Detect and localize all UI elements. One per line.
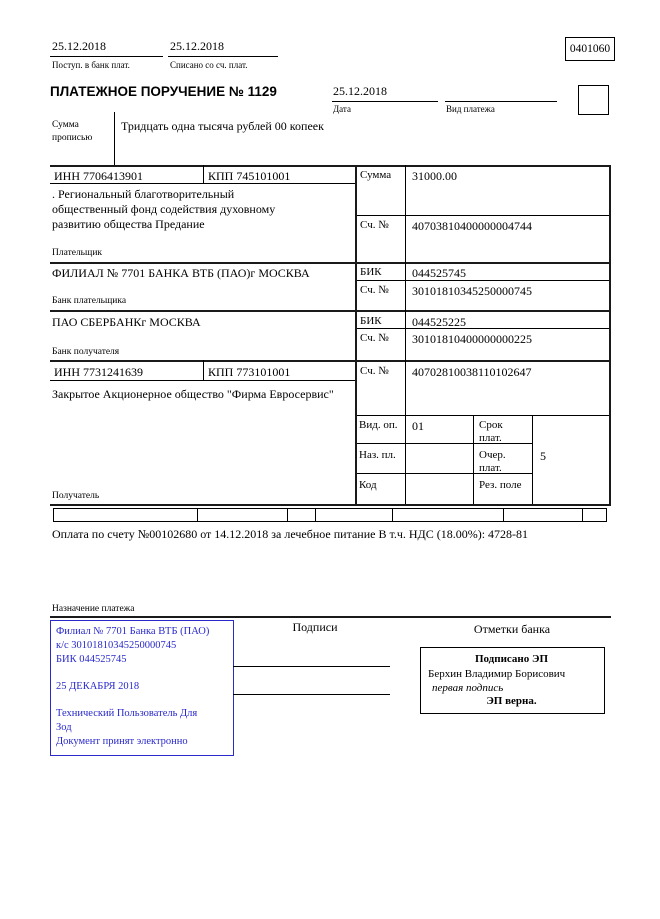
tax-row-divider	[582, 508, 583, 521]
table-right-border	[609, 165, 611, 504]
payee-inn-kpp-divider	[203, 360, 204, 380]
payee-account-label: Сч. №	[360, 365, 389, 377]
amount-value: 31000.00	[412, 169, 457, 183]
payer-bank-bik-label: БИК	[360, 266, 382, 278]
stamp-date: 25 ДЕКАБРЯ 2018	[56, 681, 140, 692]
tax-row-divider	[197, 508, 198, 521]
payer-account: 40703810400000004744	[412, 219, 532, 233]
tax-row-divider	[606, 508, 607, 521]
payee-bank-section-border	[50, 360, 611, 362]
document-date: 25.12.2018	[333, 84, 387, 98]
stamp-bik: БИК 044525745	[56, 654, 127, 665]
payer-label: Плательщик	[52, 248, 103, 258]
payer-name-line2: общественный фонд содействия духовному	[52, 202, 276, 216]
received-in-bank-date: 25.12.2018	[52, 39, 106, 53]
priority-label: Очер. плат.	[479, 449, 506, 474]
payer-bank-bik: 044525745	[412, 266, 466, 280]
tax-row-divider	[503, 508, 504, 521]
received-in-bank-label: Поступ. в банк плат.	[52, 60, 130, 70]
reserve-field-label: Рез. поле	[479, 479, 522, 491]
payer-inn-kpp-divider	[203, 165, 204, 183]
payment-purpose-text: Оплата по счету №00102680 от 14.12.2018 за лечебное питание В т.ч. НДС (18.00%): 4728-81	[52, 527, 529, 541]
payment-kind-label: Вид платежа	[446, 104, 495, 114]
payee-bank-account-label: Сч. №	[360, 332, 389, 344]
payee-bank-label: Банк получателя	[52, 347, 120, 357]
payee-kpp: КПП 773101001	[208, 365, 291, 379]
amount-row-border	[355, 215, 611, 216]
payment-kind-box	[578, 85, 609, 115]
bank-marks-label: Отметки банка	[473, 622, 551, 636]
document-title: ПЛАТЕЖНОЕ ПОРУЧЕНИЕ № 1129	[50, 84, 277, 99]
table-bottom-border	[50, 504, 611, 506]
payee-bank-name: ПАО СБЕРБАНКг МОСКВА	[52, 315, 201, 329]
payer-inn: ИНН 7706413901	[54, 169, 143, 183]
payer-bank-name: ФИЛИАЛ № 7701 БАНКА ВТБ (ПАО)г МОСКВА	[52, 266, 310, 280]
tax-row-divider	[287, 508, 288, 521]
tax-row-divider	[392, 508, 393, 521]
code-label: Код	[359, 479, 377, 491]
payer-bank-account: 30101810345250000745	[412, 284, 532, 298]
op-subtable-divider-2	[532, 415, 533, 504]
payee-label: Получатель	[52, 491, 100, 501]
payer-kpp: КПП 745101001	[208, 169, 291, 183]
payment-kind-underline	[445, 101, 557, 102]
debited-date: 25.12.2018	[170, 39, 224, 53]
signed-ep-title: Подписано ЭП	[474, 653, 549, 665]
payee-inn-row-border	[50, 380, 355, 381]
label-column-divider	[355, 165, 357, 504]
signature-line-2	[233, 694, 390, 695]
op-kind-value: 01	[412, 419, 424, 433]
payer-bank-label: Банк плательщика	[52, 296, 127, 306]
payee-bank-bik-label: БИК	[360, 315, 382, 327]
purpose-code-label: Наз. пл.	[359, 449, 396, 461]
payer-name-line1: . Региональный благотворительный	[52, 187, 235, 201]
payee-bank-bik-border	[355, 328, 611, 329]
payer-bank-account-label: Сч. №	[360, 284, 389, 296]
payer-account-label: Сч. №	[360, 219, 389, 231]
date-label: Дата	[333, 104, 351, 114]
stamp-accepted-note: Документ принят электронно	[56, 736, 188, 747]
stamp-user-line1: Технический Пользователь Для	[56, 708, 198, 719]
table-top-border	[50, 165, 611, 167]
payer-bank-section-border	[50, 310, 611, 312]
payee-name: Закрытое Акционерное общество "Фирма Евросервис"	[52, 387, 334, 401]
tax-row-bottom-border	[53, 521, 607, 522]
payer-bank-bik-border	[355, 280, 611, 281]
payment-purpose-label: Назначение платежа	[52, 604, 135, 614]
amount-words-divider	[114, 112, 115, 165]
payment-term-label: Срок плат.	[479, 419, 503, 444]
tax-row-top-border	[53, 508, 607, 509]
debited-date-underline	[168, 56, 278, 57]
amount-words-label: Сумма прописью	[52, 120, 93, 143]
stamp-bank-name: Филиал № 7701 Банка ВТБ (ПАО)	[56, 626, 210, 637]
payee-inn: ИНН 7731241639	[54, 365, 143, 379]
value-column-divider	[405, 165, 406, 504]
op-kind-label: Вид. оп.	[359, 419, 398, 431]
payer-section-border	[50, 262, 611, 264]
amount-words-value: Тридцать одна тысяча рублей 00 копеек	[121, 119, 324, 133]
payee-bank-account: 30101810400000000225	[412, 332, 532, 346]
priority-value: 5	[540, 449, 546, 463]
op-subtable-divider-1	[473, 415, 474, 504]
signatures-label: Подписи	[292, 620, 338, 634]
form-code-box: 0401060	[565, 37, 615, 61]
payee-bank-bik: 044525225	[412, 315, 466, 329]
stamp-corr-account: к/с 30101810345250000745	[56, 640, 177, 651]
stamp-user-line2: Зод	[56, 722, 72, 733]
payer-name-line3: развитию общества Предание	[52, 217, 205, 231]
received-date-underline	[50, 56, 163, 57]
payee-account: 40702810038110102647	[412, 365, 532, 379]
ep-verified: ЭП верна.	[486, 695, 537, 707]
signature-line-1	[233, 666, 390, 667]
op-subtable-top-border	[355, 415, 611, 416]
signer-name: Берхин Владимир Борисович	[428, 668, 566, 680]
debited-label: Списано со сч. плат.	[170, 60, 248, 70]
tax-row-divider	[315, 508, 316, 521]
amount-label: Сумма	[360, 169, 392, 181]
signature-role: первая подпись	[432, 682, 504, 694]
date-underline	[332, 101, 438, 102]
purpose-section-border	[50, 616, 611, 618]
tax-row-divider	[53, 508, 54, 521]
